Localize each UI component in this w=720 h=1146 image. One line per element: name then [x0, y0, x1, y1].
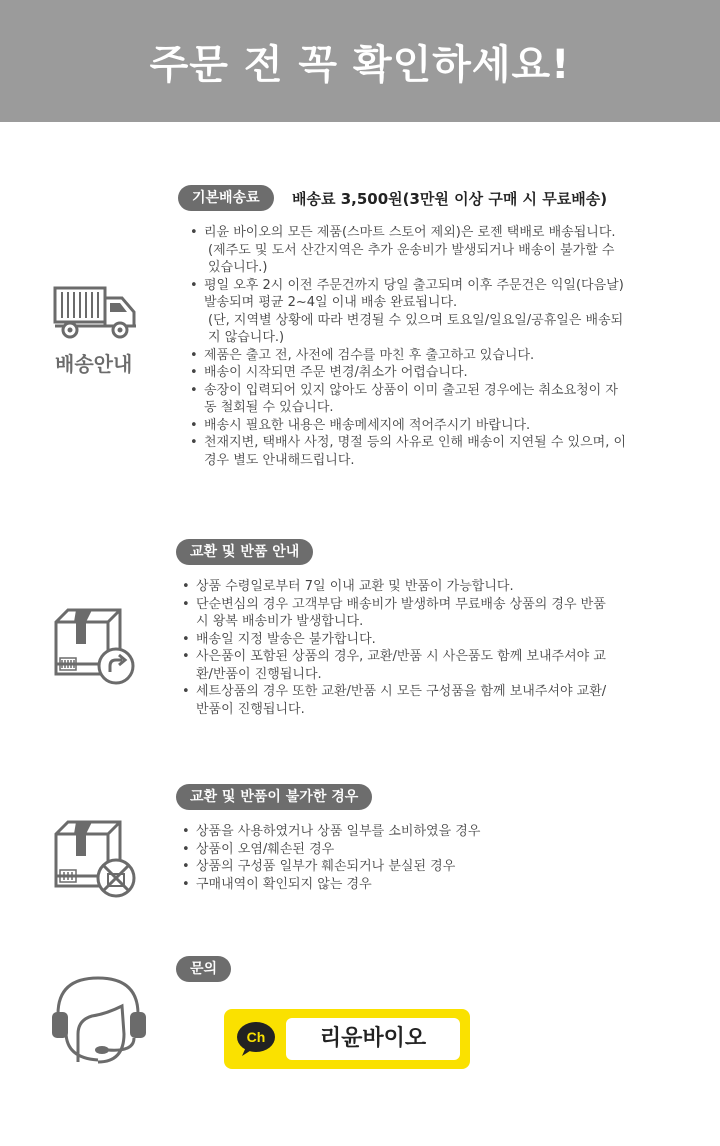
- not-allowed-pill: 교환 및 반품이 불가한 경우: [176, 784, 372, 810]
- list-item: • 송장이 입력되어 있지 않아도 상품이 이미 출고된 경우에는 취소요청이 자 동 철회될 수 있습니다.: [190, 382, 680, 417]
- svg-text:Ch: Ch: [246, 1029, 266, 1045]
- page-title: 주문 전 꼭 확인하세요!: [149, 41, 571, 88]
- headset-agent-icon: [52, 972, 156, 1064]
- list-item: • 배송일 지정 발송은 불가합니다.: [182, 631, 672, 649]
- list-item: • 리윤 바이오의 모든 제품(스마트 스토어 제외)은 로젠 택배로 배송됩니다. (제주도 및 도서 산간지역은 추가 운송비가 발생되거나 배송이 불가할 수 있습니다.): [190, 224, 680, 277]
- list-item: • 세트상품의 경우 또한 교환/반품 시 모든 구성품을 함께 보내주셔야 교환/ 반품이 진행됩니다.: [182, 683, 672, 718]
- list-item: • 상품이 오염/훼손된 경우: [182, 841, 672, 859]
- list-item: • 사은품이 포함된 상품의 경우, 교환/반품 시 사은품도 함께 보내주셔야 교 환/반품이 진행됩니다.: [182, 648, 672, 683]
- box-prohibited-icon: [52, 820, 140, 898]
- list-item: • 상품의 구성품 일부가 훼손되거나 분실된 경우: [182, 858, 672, 876]
- shipping-icon-label: 배송안내: [55, 352, 133, 376]
- truck-icon: [52, 282, 140, 344]
- exchange-list: [182, 578, 672, 718]
- kakao-channel-icon: [236, 1021, 276, 1057]
- list-item: • 상품을 사용하였거나 상품 일부를 소비하였을 경우: [182, 823, 672, 841]
- list-item: • 상품 수령일로부터 7일 이내 교환 및 반품이 가능합니다.: [182, 578, 672, 596]
- list-item: • 배송시 필요한 내용은 배송메세지에 적어주시기 바랍니다.: [190, 417, 680, 435]
- shipping-list: [190, 224, 680, 469]
- list-item: • 배송이 시작되면 주문 변경/취소가 어렵습니다.: [190, 364, 680, 382]
- header-banner: [0, 0, 720, 122]
- exchange-pill: 교환 및 반품 안내: [176, 539, 313, 565]
- kakao-channel-button[interactable]: [224, 1009, 470, 1069]
- kakao-channel-name: 리윤바이오: [286, 1018, 460, 1060]
- list-item: • 평일 오후 2시 이전 주문건까지 당일 출고되며 이후 주문건은 익일(다음날) 발송되며 평균 2~4일 이내 배송 완료됩니다. (단, 지역별 상황에 따라 변경될 수 있으며 토요일/일요일/공휴일은 배송되 지 않습니다.): [190, 277, 680, 347]
- box-return-icon: [52, 608, 136, 686]
- not-allowed-list: [182, 823, 672, 893]
- list-item: • 단순변심의 경우 고객부담 배송비가 발생하며 무료배송 상품의 경우 반품 시 왕복 배송비가 발생합니다.: [182, 596, 672, 631]
- list-item: • 제품은 출고 전, 사전에 검수를 마친 후 출고하고 있습니다.: [190, 347, 680, 365]
- shipping-pill: 기본배송료: [178, 185, 274, 211]
- contact-pill: 문의: [176, 956, 231, 982]
- list-item: • 천재지변, 택배사 사정, 명절 등의 사유로 인해 배송이 지연될 수 있으며, 이 경우 별도 안내해드립니다.: [190, 434, 680, 469]
- shipping-fee-text: 배송료 3,500원(3만원 이상 구매 시 무료배송): [292, 190, 608, 208]
- list-item: • 구매내역이 확인되지 않는 경우: [182, 876, 672, 894]
